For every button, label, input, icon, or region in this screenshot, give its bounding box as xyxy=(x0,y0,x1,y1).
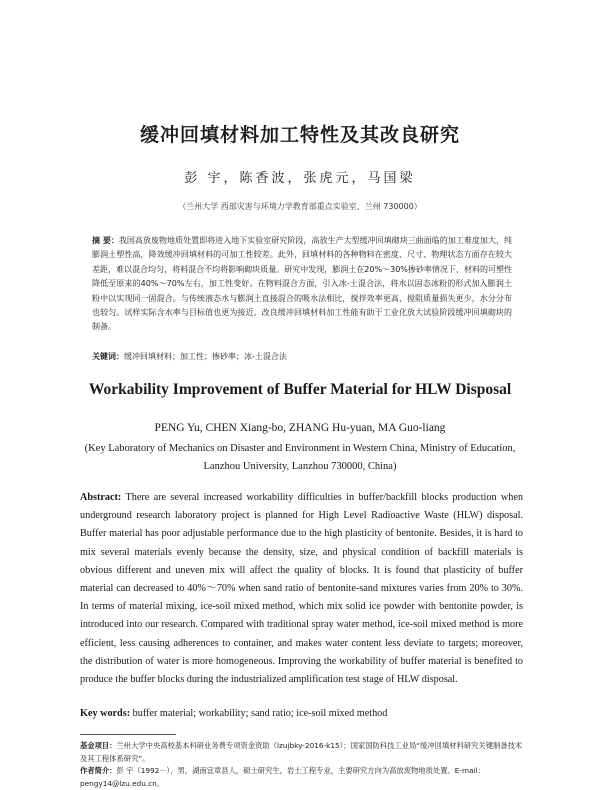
chinese-keywords-text: 缓冲回填材料；加工性；掺砂率；冰-土混合法 xyxy=(124,352,287,361)
english-abstract xyxy=(80,489,523,689)
chinese-abstract-label: 摘 要： xyxy=(92,236,119,245)
author-bio-label: 作者简介： xyxy=(80,766,117,775)
chinese-affiliation: （兰州大学 西部灾害与环境力学教育部重点实验室，兰州 730000） xyxy=(178,202,422,211)
english-abstract-text: There are several increased workability difficulties in buffer/backfill blocks production when underground research laboratory project is planned for High Level Radioactive Waste (HLW) disposal. Buffer material has poor adjustable performance due to the high plasticity of bentonite. Besides, it is hard to mix several materials evenly because the density, size, and physical condition of backfill materials is obvious different and uneven mix will affect the quality of blocks. It is found that plasticity of buffer material can decreased to 40%～70% when sand ratio of bentonite-sand mixtures varies from 20% to 30%. In terms of material mixing, ice-soil mixed method, which mix solid ice powder with bentonite powder, is introduced into our research. Compared with traditional spray water method, ice-soil mixed method is more efficient, less causing adherences to container, and makes water content less deviate to targets; moreover, the distribution of water is more homogeneous. Improving the workability of buffer material is benefited to produce the buffer blocks during the industrialized amplification test stage of HLW disposal. xyxy=(80,492,523,686)
english-title: Workability Improvement of Buffer Material for HLW Disposal xyxy=(88,381,512,398)
chinese-keywords-label: 关键词： xyxy=(92,352,124,361)
author-bio-footnote xyxy=(80,765,523,790)
chinese-abstract-text: 我国高放废物地质处置即将进入地下实验室研究阶段，高放生产大型缓冲回填砌块三曲面临的加工难度加大，纯膨润土塑性高，降效缓冲回填材料的可加工性较差。此外，回填材料的各种物料在密度、尺寸、物理状态方面存在较大差距，难以混合均匀，将料混合不均将影响砌块质量。研究中发现，膨润土在20%～30%掺砂率情况下，材料的可塑性降低至原来的40%～70%左右，加工性变好。在物料混合方面，引入冰-土混合法，将水以固态冰粉的形式加入膨润土粉中以实现同一固混合。与传统液态水与膨润土直接混合的吸水法相比，搅拌效率更高，搅阻质量损失更少，水分分布也较匀。试样实际含水率与目标值也更为接近。改良缓冲回填材料加工性能有助于工业化放大试验阶段缓冲回填砌块的制备。 xyxy=(92,236,512,332)
english-affiliation: (Key Laboratory of Mechanics on Disaster and Environment in Western China, Ministry of Education, Lanzhou University, Lanzhou 730000, China) xyxy=(84,443,516,472)
funding-text: 兰州大学中央高校基本科研业务费专项资金资助（lzujbky-2016-k15）；国家国防科技工业局“缓冲回填材料研究关键制备技术及其工程体系研究”。 xyxy=(80,741,523,763)
english-authors: PENG Yu, CHEN Xiang-bo, ZHANG Hu-yuan, MA Guo-liang xyxy=(154,422,446,434)
footnote-divider xyxy=(80,734,176,735)
chinese-title: 缓冲回填材料加工特性及其改良研究 xyxy=(139,124,460,146)
english-keywords xyxy=(80,708,523,719)
english-abstract-label: Abstract: xyxy=(80,492,122,503)
author-bio-text: 彭 宇（1992－），男，湖南宜章县人，硕士研究生，岩土工程专业，主要研究方向为高放废物地质处置。E-mail：pengy14@lzu.edu.cn。 xyxy=(80,766,485,788)
chinese-abstract xyxy=(92,234,512,335)
english-keywords-text: buffer material; workability; sand ratio; ice-soil mixed method xyxy=(132,708,388,719)
chinese-keywords xyxy=(92,351,512,362)
english-keywords-label: Key words: xyxy=(80,708,131,719)
funding-label: 基金项目： xyxy=(80,741,117,750)
funding-footnote xyxy=(80,740,523,765)
chinese-authors: 彭 宇，陈香波，张虎元，马国梁 xyxy=(184,171,416,186)
